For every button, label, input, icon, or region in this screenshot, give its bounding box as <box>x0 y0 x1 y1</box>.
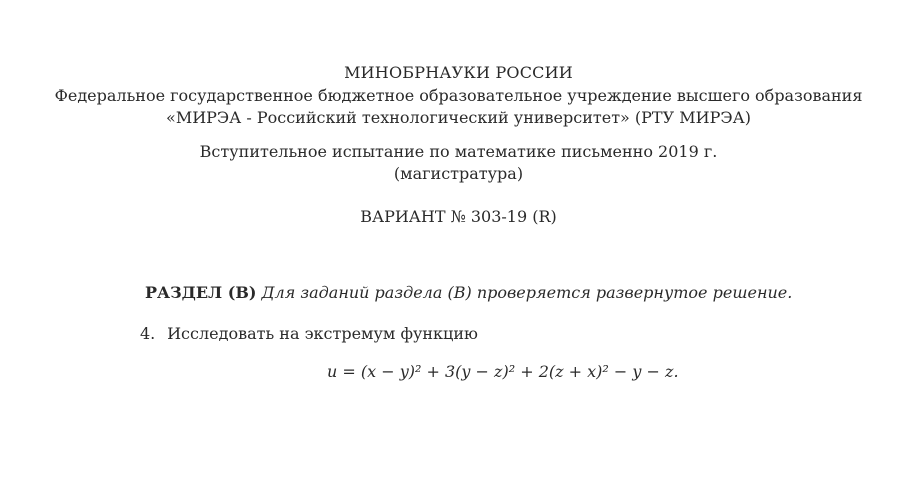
variant-heading: ВАРИАНТ № 303-19 (R) <box>360 207 557 226</box>
task-formula <box>327 362 679 381</box>
exam-level: (магистратура) <box>393 164 524 183</box>
task-number: 4. <box>140 324 156 343</box>
ministry-heading: МИНОБРНАУКИ РОССИИ <box>344 63 573 82</box>
section-title: РАЗДЕЛ (B) <box>145 283 257 302</box>
institution-line: Федеральное государственное бюджетное образовательное учреждение высшего образования <box>54 86 863 105</box>
exam-title: Вступительное испытание по математике письменно 2019 г. <box>199 142 718 161</box>
formula-text: u = (x − y)² + 3(y − z)² + 2(z + x)² − y − z. <box>327 362 679 381</box>
section-note: Для заданий раздела (B) проверяется развернутое решение. <box>261 283 793 302</box>
task-text: Исследовать на экстремум функцию <box>167 324 478 343</box>
section-heading <box>145 283 792 302</box>
task-statement <box>140 324 478 343</box>
university-line: «МИРЭА - Российский технологический университет» (РТУ МИРЭА) <box>166 108 751 127</box>
